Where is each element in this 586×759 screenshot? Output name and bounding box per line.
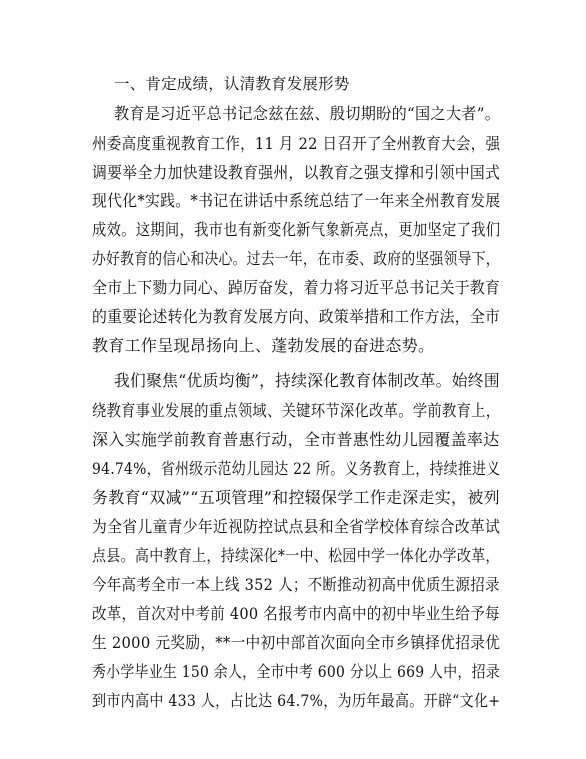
paragraph-line: 务教育“双减”“五项管理”和控辍保学工作走深走实，被列 (92, 488, 500, 507)
paragraph-line: 深入实施学前教育普惠行动，全市普惠性幼儿园覆盖率达 (92, 430, 500, 449)
paragraph-line: 办好教育的信心和决心。过去一年，在市委、政府的坚强领导下， (92, 249, 500, 268)
paragraph-line: 成效。这期间，我市也有新变化新气象新亮点，更加坚定了我们 (92, 220, 501, 239)
paragraph-line: 秀小学毕业生 150 余人，全市中考 600 分以上 669 人中，招录 (92, 662, 500, 681)
paragraph-line: 州委高度重视教育工作，11 月 22 日召开了全州教育大会，强 (92, 134, 501, 153)
paragraph-line: 为全省儿童青少年近视防控试点县和全省学校体育综合改革试 (92, 517, 501, 536)
paragraph-line: 教育工作呈现昂扬向上、蓬勃发展的奋进态势。 (92, 336, 435, 355)
paragraph-line: 改革，首次对中考前 400 名报考市内高中的初中毕业生给予每 (92, 604, 500, 623)
section-heading: 一、肯定成绩，认清教育发展形势 (114, 75, 350, 93)
paragraph-line: 的重要论述转化为教育发展方向、政策举措和工作方法，全市 (92, 307, 501, 326)
paragraph-line: 今年高考全市一本上线 352 人；不断推动初高中优质生源招录 (92, 575, 500, 594)
paragraph-line: 我们聚焦“优质均衡”，持续深化教育体制改革。始终围 (114, 371, 500, 390)
paragraph-line: 调要举全力加快建设教育强州，以教育之强支撑和引领中国式 (92, 163, 501, 182)
paragraph-line: 94.74%，省州级示范幼儿园达 22 所。义务教育上，持续推进义 (92, 459, 501, 478)
paragraph-line: 到市内高中 433 人，占比达 64.7%，为历年最高。开辟“文化+ (92, 691, 501, 710)
paragraph-line: 绕教育事业发展的重点领域、关键环节深化改革。学前教育上， (92, 401, 501, 420)
paragraph-line: 生 2000 元奖励，**一中初中部首次面向全市乡镇择优招录优 (92, 633, 501, 652)
paragraph-line: 全市上下勠力同心、踔厉奋发，着力将习近平总书记关于教育 (92, 278, 501, 297)
paragraph-line: 现代化*实践。*书记在讲话中系统总结了一年来全州教育发展 (92, 191, 501, 210)
paragraph-line: 教育是习近平总书记念兹在兹、殷切期盼的“国之大者”。 (114, 104, 501, 123)
paragraph-line: 点县。高中教育上，持续深化*一中、松园中学一体化办学改革， (92, 546, 500, 565)
